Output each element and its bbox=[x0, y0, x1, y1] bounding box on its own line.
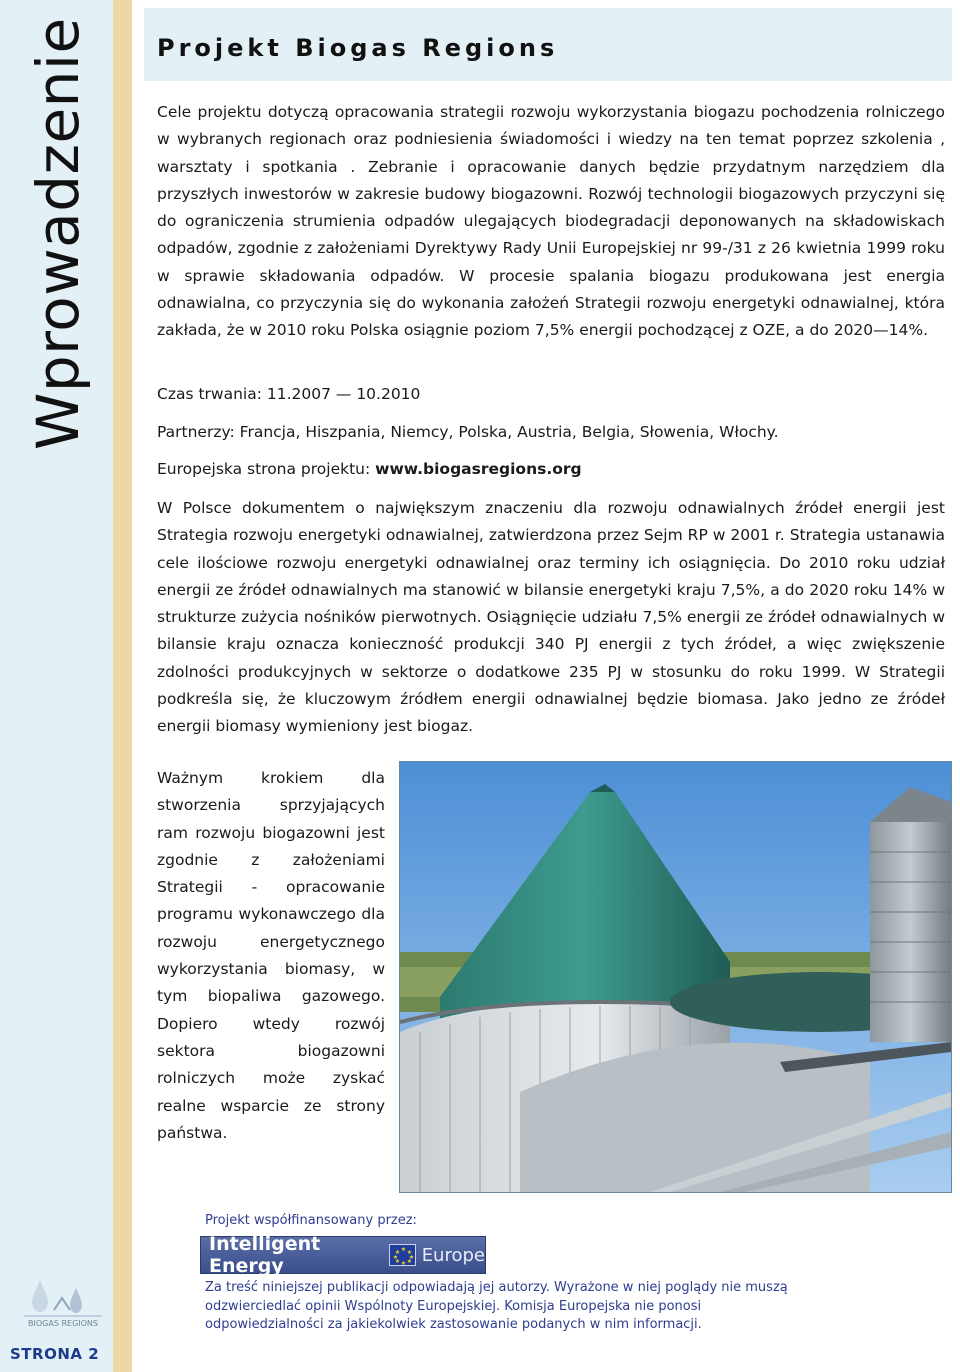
program-paragraph: Ważnym krokiem dla stworzenia sprzyjających ram rozwoju biogazowni jest zgodnie z założeniami Strategii - opracowanie programu wykonawczego dla rozwoju energetycznego wykorzystania biomasy, w tym biopaliwa gazowego. Dopiero wtedy rozwój sektora biogazowni rolniczych może zyskać realne wsparcie ze strony państwa. bbox=[157, 769, 385, 1142]
section-title: Wprowadzenie bbox=[24, 17, 92, 450]
document-title: Projekt Biogas Regions bbox=[157, 34, 559, 62]
logo-text-bold: Intelligent Energy bbox=[209, 1233, 321, 1277]
eu-flag-icon: ★ ★ ★ ★ ★ ★ ★ ★ bbox=[389, 1244, 416, 1266]
page-number: STRONA 2 bbox=[10, 1345, 100, 1363]
intro-paragraph: Cele projektu dotyczą opracowania strategii rozwoju wykorzystania biogazu pochodzenia rolniczego w wybranych regionach oraz podniesienia świadomości i wiedzy na ten temat poprzez szkolenia , warsztaty i spotkania . Zebranie i opracowanie danych będzie przydatnym narzędziem dla przyszłych inwestorów w zakresie budowy biogazowni. Rozwój technologii biogazowych przyczyni się do ograniczenia strumienia odpadów ulegających biodegradacji deponowanych na składowiskach odpadów, zgodnie z założeniami Dyrektywy Rady Unii Europejskiej nr 99-/31 z 26 kwietnia 1999 roku w sprawie składowania odpadów. W procesie spalania biogazu produkowana jest energia odnawialna, co przyczynia się do wykonania założeń Strategii rozwoju energetyki odnawialnej, która zakłada, że w 2010 roku Polska osiągnie poziom 7,5% energii pochodzącej z OZE, a do 2020—14%. bbox=[157, 103, 945, 340]
biogas-regions-logo bbox=[18, 1270, 108, 1332]
duration-text: Czas trwania: 11.2007 — 10.2010 bbox=[157, 385, 421, 403]
logo-text-light: Europe bbox=[421, 1244, 485, 1266]
partners-text: Partnerzy: Francja, Hiszpania, Niemcy, Polska, Austria, Belgia, Słowenia, Włochy. bbox=[157, 423, 779, 441]
section-title-container bbox=[18, 17, 108, 530]
biogas-plant-photo bbox=[399, 761, 952, 1193]
disclaimer-text: Za treść niniejszej publikacji odpowiadają jej autorzy. Wyrażone w niej poglądy nie muszą odzwierciedlać opinii Wspólnoty Europejskiej. Komisja Europejska nie ponosi odpowiedzialności za jakiekolwiek zastosowanie podanych w nim informacji. bbox=[205, 1280, 788, 1332]
logo-caption: BIOGAS REGIONS bbox=[28, 1319, 98, 1328]
website-label: Europejska strona projektu: bbox=[157, 460, 376, 478]
website-link[interactable]: www.biogasregions.org bbox=[375, 460, 582, 478]
strategy-paragraph: W Polsce dokumentem o największym znaczeniu dla rozwoju odnawialnych źródeł energii jest Strategia rozwoju energetyki odnawialnej, zatwierdzona przez Sejm RP w 2001 r. Strategia ustanawia cele ilościowe rozwoju energetyki odnawialnej oraz terminy ich osiągnięcia. Do 2010 roku udział energii ze źródeł odnawialnych ma stanowić w bilansie energetyki kraju 7,5%, a do 2020 roku 14% w strukturze zużycia nośników pierwotnych. Osiągnięcie udziału 7,5% energii ze źródeł odnawialnych w bilansie kraju oznacza konieczność produkcji 340 PJ energii z tych źródeł, a więc zwiększenie zdolności produkcyjnych w sektorze o dodatkowe 235 PJ w stosunku do roku 1999. W Strategii podkreśla się, że kluczowym źródłem energii odnawialnej będzie biomasa. Jako jedno ze źródeł energii biomasy wymieniony jest biogaz. bbox=[157, 499, 945, 736]
accent-bar bbox=[113, 0, 132, 1372]
website-line bbox=[157, 460, 582, 478]
cofinanced-label: Projekt współfinansowany przez: bbox=[205, 1213, 417, 1228]
intelligent-energy-logo bbox=[200, 1233, 486, 1277]
